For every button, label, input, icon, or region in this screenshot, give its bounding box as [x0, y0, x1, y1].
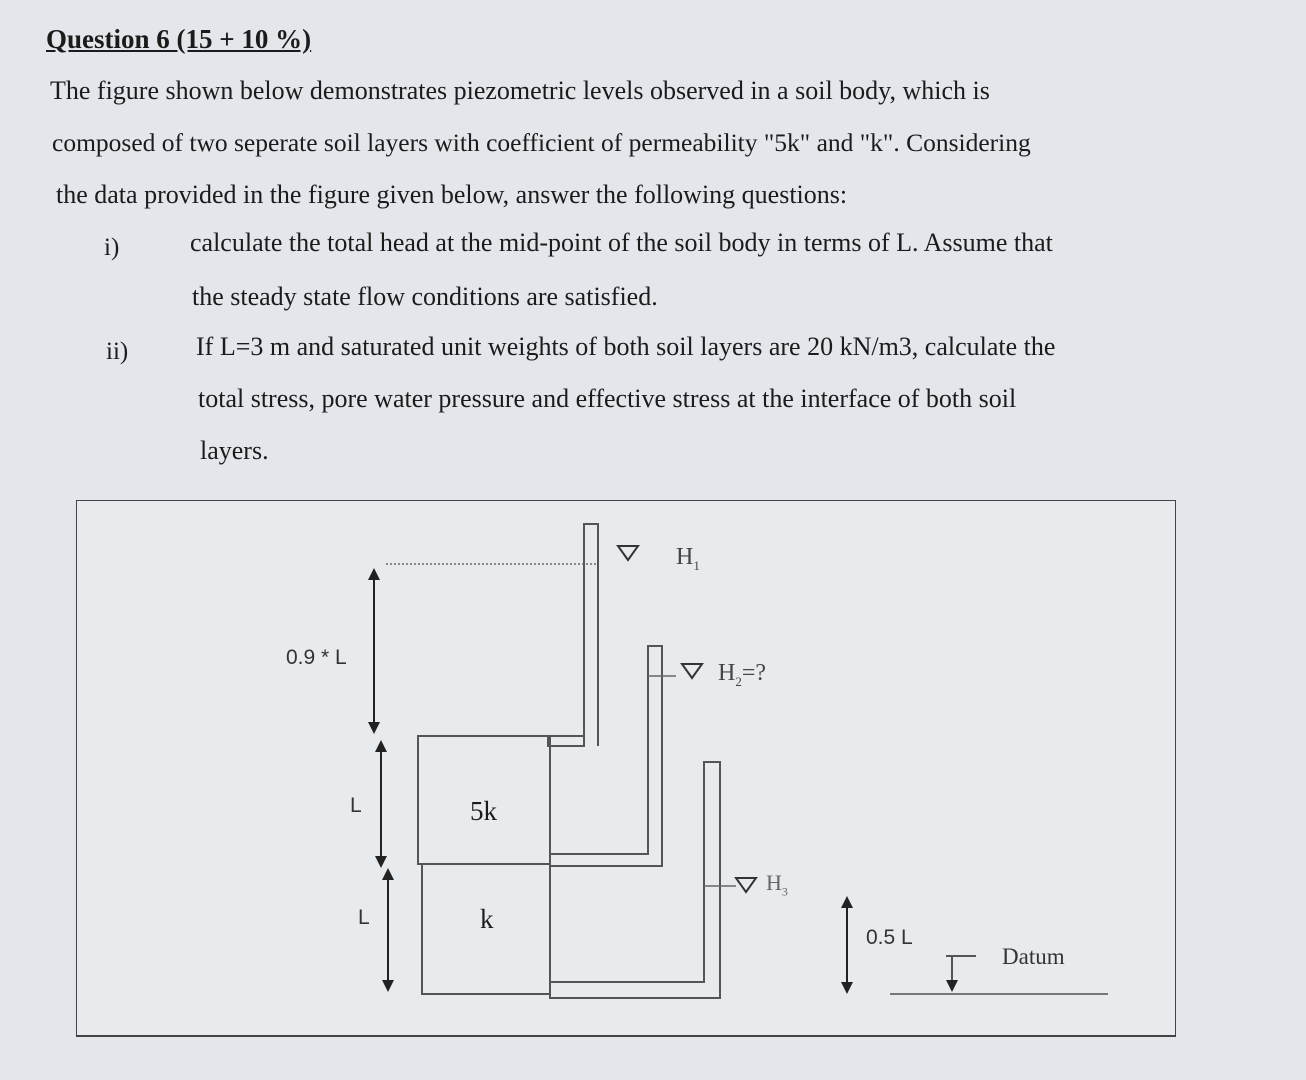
intro-line-2: composed of two seperate soil layers with coefficient of permeability "5k" and "k". Considering: [52, 128, 1031, 157]
datum-label: Datum: [1002, 944, 1065, 969]
piezometer-figure: [76, 500, 1176, 1038]
question-title: Question 6 (15 + 10 %): [46, 24, 312, 54]
dim-label-L-lower: L: [358, 906, 370, 929]
item-number-i: i): [104, 234, 120, 261]
item-i-line-2: the steady state flow conditions are satisfied.: [192, 282, 658, 311]
h1-label: $H_1$: [676, 544, 700, 573]
item-ii-line-3: layers.: [200, 436, 269, 465]
item-ii-line-1: If L=3 m and saturated unit weights of both soil layers are 20 kN/m3, calculate the: [196, 332, 1056, 361]
h3-label: $H_3$: [766, 870, 788, 899]
dim-label-L-upper: L: [350, 794, 362, 817]
intro-line-3: the data provided in the figure given below, answer the following questions:: [56, 180, 848, 209]
item-number-ii: ii): [106, 338, 129, 365]
dim-label-05L: 0.5 L: [866, 926, 913, 949]
layer-label-5k: 5k: [470, 796, 497, 826]
h2-label: $H_2=$?: [718, 660, 767, 689]
layer-label-k: k: [480, 904, 494, 934]
intro-line-1: The figure shown below demonstrates piezometric levels observed in a soil body, which is: [50, 76, 990, 105]
dim-label-09L: 0.9 * L: [286, 646, 347, 669]
item-i-line-1: calculate the total head at the mid-point of the soil body in terms of L. Assume that: [190, 228, 1053, 257]
item-ii-line-2: total stress, pore water pressure and effective stress at the interface of both soil: [198, 384, 1017, 413]
